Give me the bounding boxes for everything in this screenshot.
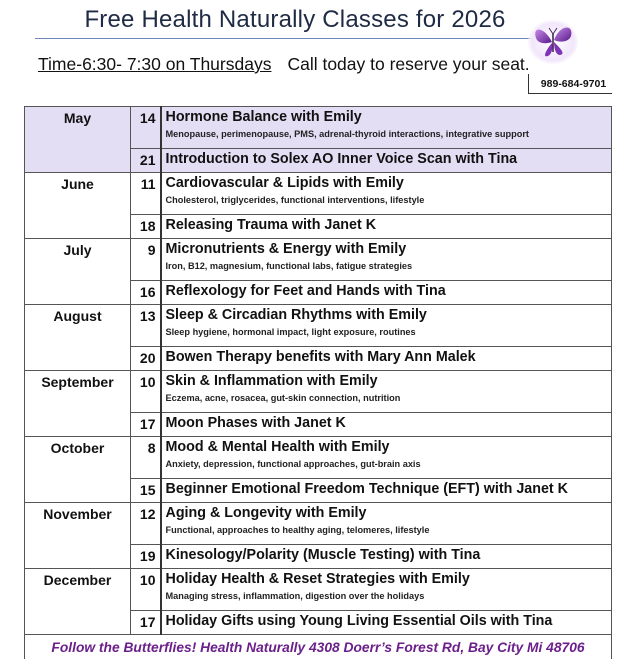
class-subtitle: Functional, approaches to healthy aging, telomeres, lifestyle	[166, 522, 612, 539]
day-cell: 11	[131, 173, 161, 215]
month-cell: September	[25, 371, 131, 437]
table-row	[25, 173, 612, 215]
class-subtitle: Iron, B12, magnesium, functional labs, fatigue strategies	[166, 258, 612, 275]
class-title: Hormone Balance with Emily	[166, 109, 612, 126]
class-cell	[161, 173, 612, 215]
class-title: Mood & Mental Health with Emily	[166, 439, 612, 456]
day-cell: 10	[131, 371, 161, 413]
class-title: Skin & Inflammation with Emily	[166, 373, 612, 390]
day-cell: 8	[131, 437, 161, 479]
class-cell	[161, 503, 612, 545]
day-cell: 17	[131, 611, 161, 635]
class-cell	[161, 371, 612, 413]
table-row	[25, 371, 612, 413]
class-title: Cardiovascular & Lipids with Emily	[166, 175, 612, 192]
month-cell: June	[25, 173, 131, 239]
class-cell	[161, 479, 612, 503]
class-subtitle: Managing stress, inflammation, digestion over the holidays	[166, 588, 612, 605]
footer-row	[25, 635, 612, 659]
class-subtitle: Eczema, acne, rosacea, gut-skin connection, nutrition	[166, 390, 612, 407]
call-to-action: Call today to reserve your seat.	[287, 54, 529, 74]
class-subtitle: Menopause, perimenopause, PMS, adrenal-thyroid interactions, integrative support	[166, 126, 612, 143]
day-cell: 14	[131, 107, 161, 149]
class-cell	[161, 545, 612, 569]
class-title: Bowen Therapy benefits with Mary Ann Malek	[166, 349, 612, 366]
table-row	[25, 437, 612, 479]
day-cell: 13	[131, 305, 161, 347]
class-cell	[161, 215, 612, 239]
class-title: Sleep & Circadian Rhythms with Emily	[166, 307, 612, 324]
day-cell: 21	[131, 149, 161, 173]
class-subtitle: Cholesterol, triglycerides, functional interventions, lifestyle	[166, 192, 612, 209]
month-cell: December	[25, 569, 131, 635]
title-divider	[35, 38, 565, 39]
day-cell: 17	[131, 413, 161, 437]
class-cell	[161, 347, 612, 371]
class-subtitle: Anxiety, depression, functional approaches, gut-brain axis	[166, 456, 612, 473]
class-title: Releasing Trauma with Janet K	[166, 217, 612, 234]
month-cell: July	[25, 239, 131, 305]
month-cell: October	[25, 437, 131, 503]
class-cell	[161, 107, 612, 149]
day-cell: 15	[131, 479, 161, 503]
class-title: Moon Phases with Janet K	[166, 415, 612, 432]
class-cell	[161, 305, 612, 347]
class-cell	[161, 611, 612, 635]
butterfly-icon	[528, 20, 578, 64]
class-cell	[161, 569, 612, 611]
class-cell	[161, 239, 612, 281]
class-title: Kinesology/Polarity (Muscle Testing) with Tina	[166, 547, 612, 564]
table-row	[25, 569, 612, 611]
class-time-line	[38, 54, 530, 75]
class-title: Holiday Gifts using Young Living Essential Oils with Tina	[166, 613, 612, 630]
class-title: Reflexology for Feet and Hands with Tina	[166, 283, 612, 300]
footer-address: Follow the Butterflies! Health Naturally 4308 Doerr’s Forest Rd, Bay City Mi 48706	[25, 635, 612, 659]
class-cell	[161, 437, 612, 479]
schedule-body	[25, 107, 612, 635]
day-cell: 12	[131, 503, 161, 545]
class-title: Beginner Emotional Freedom Technique (EFT) with Janet K	[166, 481, 612, 498]
class-schedule-table	[24, 106, 612, 659]
class-title: Holiday Health & Reset Strategies with Emily	[166, 571, 612, 588]
class-title: Aging & Longevity with Emily	[166, 505, 612, 522]
class-cell	[161, 281, 612, 305]
day-cell: 18	[131, 215, 161, 239]
day-cell: 9	[131, 239, 161, 281]
table-row	[25, 503, 612, 545]
day-cell: 10	[131, 569, 161, 611]
day-cell: 19	[131, 545, 161, 569]
day-cell: 16	[131, 281, 161, 305]
class-time: Time-6:30- 7:30 on Thursdays	[38, 54, 271, 74]
class-subtitle: Sleep hygiene, hormonal impact, light exposure, routines	[166, 324, 612, 341]
class-title: Introduction to Solex AO Inner Voice Scan with Tina	[166, 151, 612, 168]
page-title: Free Health Naturally Classes for 2026	[0, 6, 590, 34]
table-row	[25, 305, 612, 347]
table-row	[25, 239, 612, 281]
month-cell: November	[25, 503, 131, 569]
class-cell	[161, 149, 612, 173]
class-title: Micronutrients & Energy with Emily	[166, 241, 612, 258]
phone-number: 989-684-9701	[528, 74, 612, 94]
table-row	[25, 107, 612, 149]
month-cell: August	[25, 305, 131, 371]
class-cell	[161, 413, 612, 437]
month-cell: May	[25, 107, 131, 173]
day-cell: 20	[131, 347, 161, 371]
